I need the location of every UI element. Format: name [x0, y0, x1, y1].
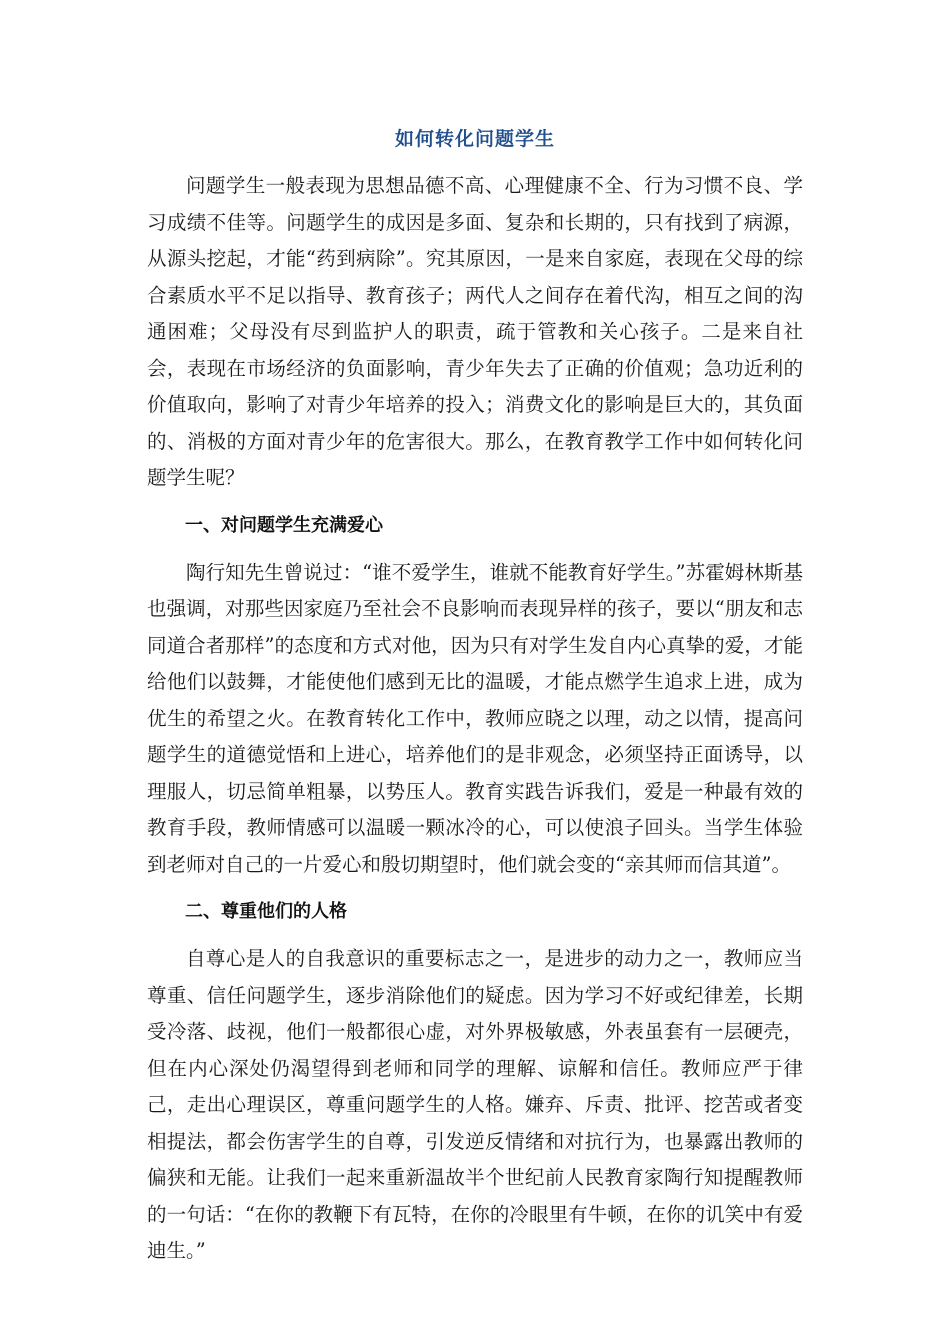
section-heading-love: 一、对问题学生充满爱心 — [185, 514, 383, 536]
section-paragraph-love: 陶行知先生曾说过：“谁不爱学生，谁就不能教育好学生。”苏霍姆林斯基也强调，对那些因家庭乃至社会不良影响而表现异样的孩子，要以“朋友和志同道合者那样”的态度和方式对他，因为只有对学生发自内心真挚的爱，才能给他们以鼓舞，才能使他们感到无比的温暖，才能点燃学生追求上进，成为优生的希望之火。在教育转化工作中，教师应晓之以理，动之以情，提高问题学生的道德觉悟和上进心，培养他们的是非观念，必须坚持正面诱导，以理服人，切忌简单粗暴，以势压人。教育实践告诉我们，爱是一种最有效的教育手段，教师情感可以温暖一颗冰冷的心，可以使浪子回头。当学生体验到老师对自己的一片爱心和殷切期望时，他们就会变的“亲其师而信其道”。 — [147, 560, 803, 876]
document-title: 如何转化问题学生 — [394, 128, 555, 150]
document-body — [147, 168, 803, 1270]
intro-paragraph: 问题学生一般表现为思想品德不高、心理健康不全、行为习惯不良、学习成绩不佳等。问题学生的成因是多面、复杂和长期的，只有找到了病源，从源头挖起，才能“药到病除”。究其原因，一是来自家庭，表现在父母的综合素质水平不足以指导、教育孩子；两代人之间存在着代沟，相互之间的沟通困难；父母没有尽到监护人的职责，疏于管教和关心孩子。二是来自社会，表现在市场经济的负面影响，青少年失去了正确的价值观；急功近利的价值取向，影响了对青少年培养的投入；消费文化的影响是巨大的，其负面的、消极的方面对青少年的危害很大。那么，在教育教学工作中如何转化问题学生呢？ — [147, 174, 803, 489]
section-paragraph-respect: 自尊心是人的自我意识的重要标志之一，是进步的动力之一，教师应当尊重、信任问题学生，逐步消除他们的疑虑。因为学习不好或纪律差，长期受冷落、歧视，他们一般都很心虚，对外界极敏感，外表虽套有一层硬壳，但在内心深处仍渴望得到老师和同学的理解、谅解和信任。教师应严于律己，走出心理误区，尊重问题学生的人格。嫌弃、斥责、批评、挖苦或者变相提法，都会伤害学生的自尊，引发逆反情绪和对抗行为，也暴露出教师的偏狭和无能。让我们一起来重新温故半个世纪前人民教育家陶行知提醒教师的一句话：“在你的教鞭下有瓦特，在你的冷眼里有牛顿，在你的讥笑中有爱迪生。” — [147, 947, 803, 1262]
section-heading-respect: 二、尊重他们的人格 — [185, 901, 347, 922]
